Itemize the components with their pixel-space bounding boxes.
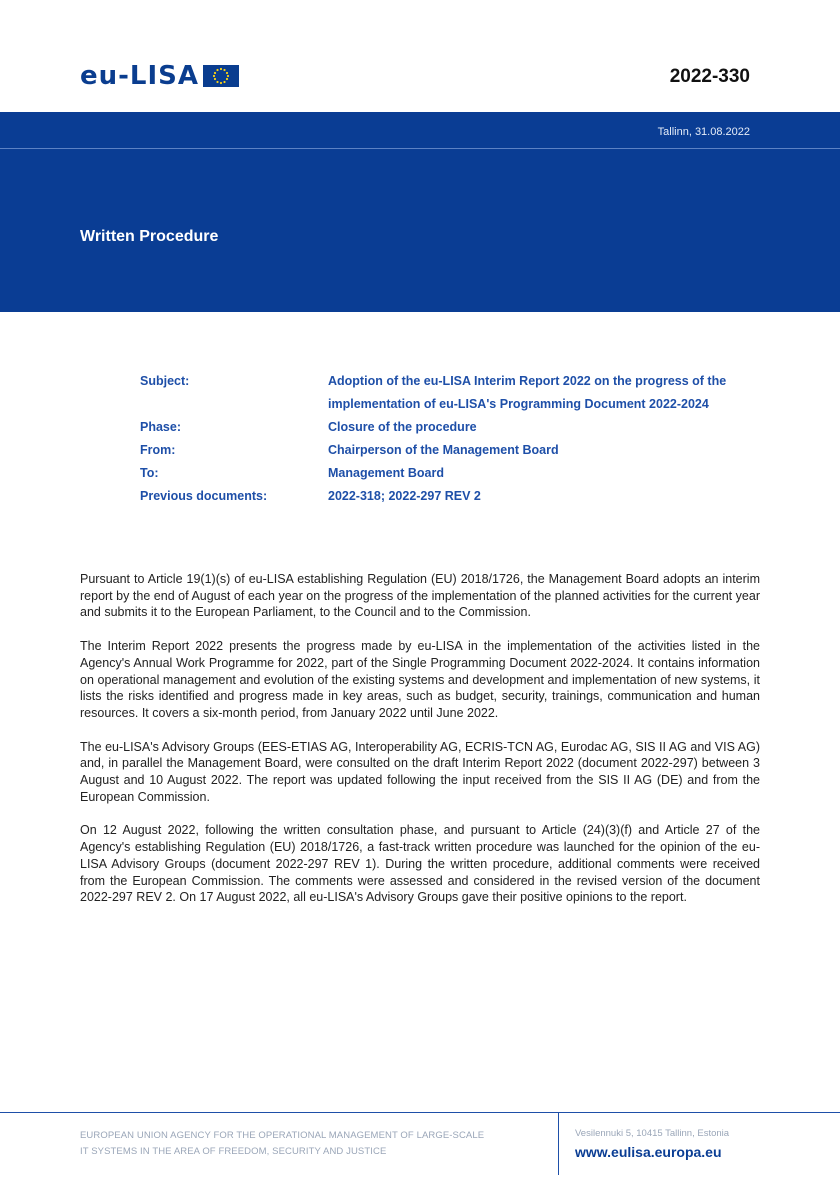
footer-divider [0,1112,840,1113]
eu-flag-icon [203,65,239,87]
body-paragraph: The eu-LISA's Advisory Groups (EES-ETIAS AG, Interoperability AG, ECRIS-TCN AG, Eurodac AG, SIS II AG and VIS AG) and, in parallel the Management Board, were consulted on the draft Interim Report 2022 (document 2022-297) between 3 August and 10 August 2022. The report was updated following the input received from the SIS II AG (DE) and from the European Commission. [80,739,760,804]
footer-vertical-divider [558,1113,559,1175]
body-paragraph: The Interim Report 2022 presents the progress made by eu-LISA in the implementation of the activities listed in the Agency's Annual Work Programme for 2022, part of the Single Programming Document 2022-2024. It contains information on operational management and evolution of the existing systems and development and implementation of new systems, it lists the risks identified and progress made in key areas, such as budget, security, trainings, communication and human resources. It covers a six-month period, from January 2022 until June 2022. [80,639,760,720]
meta-row-from [140,439,740,462]
meta-label: Previous documents: [140,489,268,503]
meta-row-subject [140,370,740,416]
body-paragraph: Pursuant to Article 19(1)(s) of eu-LISA establishing Regulation (EU) 2018/1726, the Management Board adopts an interim report by the end of August of each year on the progress of the implementation of the planned activities for the current year and submits it to the European Parliament, to the Council and to the Commission. [80,572,760,620]
meta-value: 2022-318; 2022-297 REV 2 [328,489,481,503]
page-title: Written Procedure [80,228,219,245]
meta-label: From: [140,443,176,457]
meta-value: Chairperson of the Management Board [328,443,559,457]
document-number: 2022-330 [669,66,750,87]
footer-agency-line: EUROPEAN UNION AGENCY FOR THE OPERATIONAL MANAGEMENT OF LARGE-SCALE [80,1130,485,1141]
meta-value: Adoption of the eu-LISA Interim Report 2022 on the progress of the implementation of eu-LISA's Programming Document 2022-2024 [328,374,727,411]
body-paragraph: On 12 August 2022, following the written consultation phase, and pursuant to Article (24)(3)(f) and Article 27 of the Agency's establishing Regulation (EU) 2018/1726, a fast-track written procedure was launched for the opinion of the eu-LISA Advisory Groups (document 2022-297 REV 1). During the written procedure, additional comments were received from the European Commission. The comments were assessed and considered in the revised version of the document 2022-297 REV 2. On 17 August 2022, all eu-LISA's Advisory Groups gave their positive opinions to the report. [80,823,760,905]
meta-label: Subject: [140,374,190,388]
header-banner [0,112,840,312]
document-date: Tallinn, 31.08.2022 [657,126,750,138]
logo-text: eu-LISA [80,61,200,91]
banner-divider [0,148,840,149]
meta-value: Management Board [328,466,444,480]
meta-row-previous-documents [140,485,740,508]
meta-label: Phase: [140,420,181,434]
meta-label: To: [140,466,159,480]
procedure-metadata [140,370,740,508]
footer-agency-line: IT SYSTEMS IN THE AREA OF FREEDOM, SECURITY AND JUSTICE [80,1146,387,1157]
eu-lisa-logo [80,62,239,90]
footer-agency-name [80,1128,484,1160]
footer-website-link[interactable]: www.eulisa.europa.eu [575,1144,722,1160]
document-body [80,571,760,923]
footer-address: Vesilennuki 5, 10415 Tallinn, Estonia [575,1128,730,1139]
meta-row-to [140,462,740,485]
meta-row-phase [140,416,740,439]
meta-value: Closure of the procedure [328,420,477,434]
